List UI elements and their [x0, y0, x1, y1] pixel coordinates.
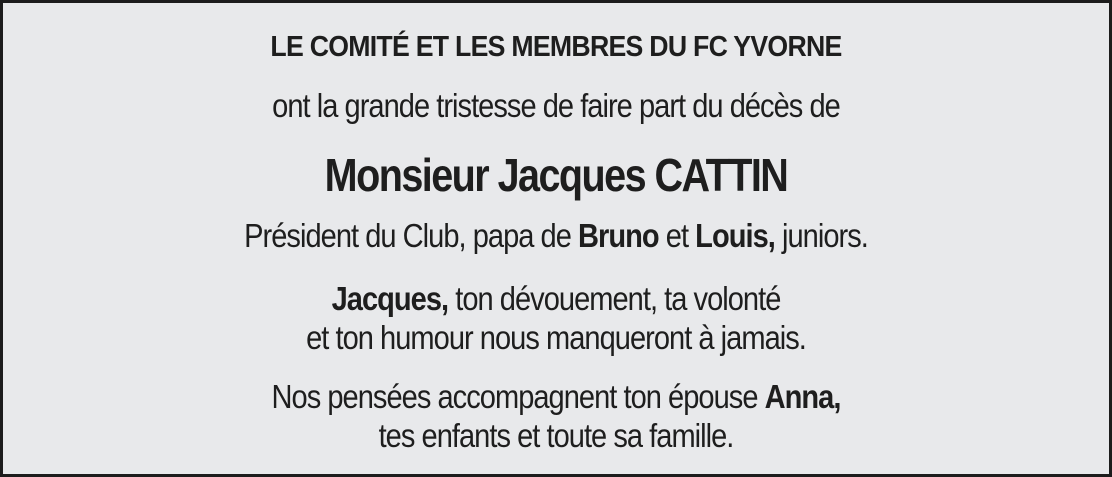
role-text-mid: et [658, 217, 696, 254]
tribute-subject: Jacques, [331, 280, 449, 317]
notice-intro: ont la grande tristesse de faire part du décès de [272, 87, 840, 124]
notice-header: LE COMITÉ ET LES MEMBRES DU FC YVORNE [270, 31, 842, 63]
tribute-line-1 [69, 280, 1042, 318]
spouse-name: Anna, [764, 378, 841, 415]
role-text-post: juniors. [774, 217, 868, 254]
thoughts-line-2: tes enfants et toute sa famille. [378, 417, 734, 454]
deceased-name: Monsieur Jacques CATTIN [324, 149, 788, 201]
thoughts-line-1 [69, 378, 1042, 416]
son-name-louis: Louis, [695, 217, 775, 254]
tribute-line-2: et ton humour nous manqueront à jamais. [306, 319, 806, 356]
tribute-text: ton dévouement, ta volonté [448, 280, 781, 317]
son-name-bruno: Bruno [578, 217, 659, 254]
thoughts-text: Nos pensées accompagnent ton épouse [271, 378, 765, 415]
role-line [69, 217, 1042, 255]
role-text-pre: Président du Club, papa de [244, 217, 579, 254]
